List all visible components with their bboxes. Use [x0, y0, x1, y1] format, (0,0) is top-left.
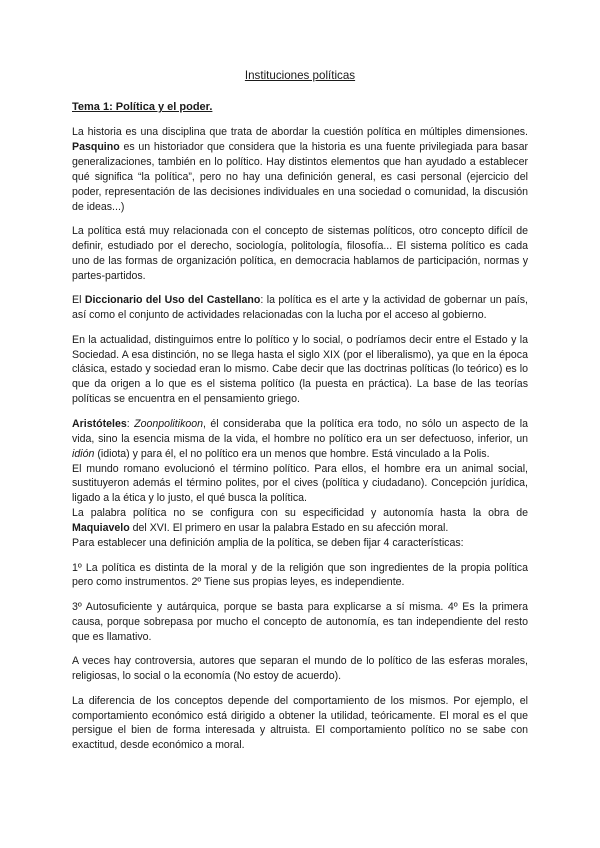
- paragraph-mundo-romano: El mundo romano evolucionó el término político. Para ellos, el hombre era un animal social, sustituyeron además el término polites, por el cives (política y ciudadano). Concepción jurídica, ligado a la ética y lo justo, el qué busca la política.: [72, 462, 528, 505]
- text-run: del XVI. El primero en usar la palabra Estado en su afección moral.: [129, 522, 449, 535]
- text-run: La palabra política no se configura con su especificidad y autonomía hasta la obra de: [72, 507, 528, 520]
- dictionary-name: Diccionario del Uso del Castellano: [84, 294, 261, 307]
- text-run: :: [126, 417, 135, 430]
- paragraph-maquiavelo: [72, 506, 528, 536]
- text-run: (idiota) y para él, el no político era un menos que hombre. Está vinculado a la Polis.: [94, 447, 490, 460]
- author-name-maquiavelo: Maquiavelo: [72, 522, 130, 535]
- paragraph-comportamiento: La diferencia de los conceptos depende del comportamiento de los mismos. Por ejemplo, el comportamiento económico está dirigido a obtener la utilidad, teóricamente. El moral es el que persigue el bien de forma interesada y altruista. El comportamiento político no se sabe con exactitud, desde económico a moral.: [72, 694, 528, 752]
- text-run: , él consideraba que la política era todo, no sólo un aspecto de la vida, sino la esencia misma de la vida, el hombre no político era un ser defectuoso, inferior, un: [72, 417, 528, 445]
- author-name-pasquino: Pasquino: [72, 140, 120, 153]
- paragraph-historia: [72, 125, 528, 214]
- paragraph-caracteristicas-intro: Para establecer una definición amplia de la política, se deben fijar 4 características:: [72, 537, 464, 550]
- term-idion: idión: [72, 447, 95, 460]
- paragraph-controversia: A veces hay controversia, autores que separan el mundo de lo político de las esferas morales, religiosas, lo social o la economía (No estoy de acuerdo).: [72, 655, 528, 683]
- document-title: Instituciones políticas: [244, 69, 356, 82]
- author-name-aristoteles: Aristóteles: [72, 417, 127, 430]
- text-run: La historia es una disciplina que trata de abordar la cuestión política en múltiples dimensiones.: [72, 126, 528, 138]
- paragraph-caracteristicas-1-2: 1º La política es distinta de la moral y de la religión que son ingredientes de la propia política pero como instrumentos. 2º Tiene sus propias leyes, es independiente.: [72, 561, 528, 589]
- term-zoonpolitikoon: Zoonpolitikoon: [134, 417, 204, 430]
- paragraph-aristoteles: [72, 417, 528, 462]
- text-run: El: [72, 294, 85, 307]
- topic-heading: Tema 1: Política y el poder.: [72, 101, 213, 113]
- paragraph-diccionario: [72, 293, 528, 323]
- text-run: : la política es el arte y la actividad de gobernar un país, así como el conjunto de actividades relacionadas con la lucha por el acceso al gobierno.: [72, 294, 528, 322]
- paragraph-estado-sociedad: En la actualidad, distinguimos entre lo político y lo social, o podríamos decir entre el Estado y la Sociedad. A esa distinción, no se llega hasta el siglo XIX (por el liberalismo), ya que en la época clásica, estado y sociedad eran lo mismo. Cabe decir que las doctrinas políticas (lo teórico) es lo que da origen a lo que es el sistema político (la puesta en práctica). La base de las teorías políticas se encuentra en el pensamiento griego.: [72, 333, 528, 406]
- document-page: [72, 68, 528, 753]
- paragraph-caracteristicas-3-4: 3º Autosuficiente y autárquica, porque se basta para explicarse a sí misma. 4º Es la primera causa, porque sobrepasa por mucho el concepto de autonomía, es tan independiente del resto que es llamativo.: [72, 600, 528, 643]
- paragraph-sistemas-politicos: La política está muy relacionada con el concepto de sistemas políticos, otro concepto difícil de definir, estudiado por el derecho, sociología, politología, filosofía... El sistema político es cada uno de las formas de organización política, en democracia hablamos de participación, normas y partes-partidos.: [72, 225, 528, 282]
- text-run: es un historiador que considera que la historia es una fuente privilegiada para basar generalizaciones, también en lo político. Hay distintos elementos que han ayudado a establecer qué significa “la política”, pero no hay una definición general, es casi personal (ejercicio del poder, representación de las decisiones individuales en una sociedad o comunidad, la discusión de ideas...): [72, 140, 528, 213]
